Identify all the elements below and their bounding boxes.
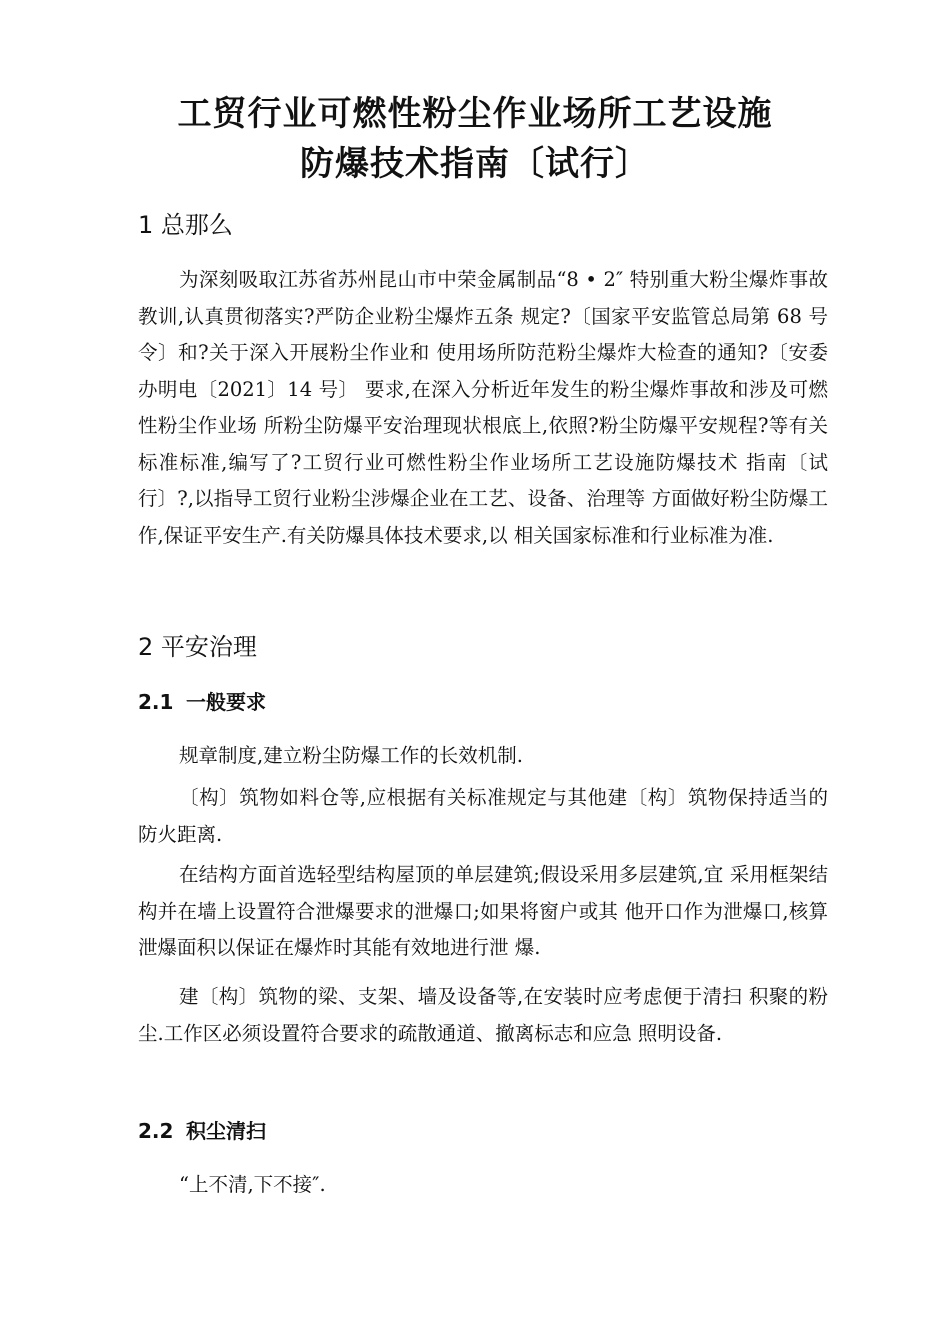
section1-paragraph: 为深刻吸取江苏省苏州昆山市中荣金属制品“8 • 2″ 特别重大粉尘爆炸事故教训,认真贯彻落实?严防企业粉尘爆炸五条 规定?〔国家平安监管总局第 68 号令〕和?关于深入开展粉尘作业和 使用场所防范粉尘爆炸大检查的通知?〔安委办明电〔2021〕14 号〕 要求,在深入分析近年发生的粉尘爆炸事故和涉及可燃性粉尘作业场 所粉尘防爆平安治理现状根底上,依照?粉尘防爆平安规程?等有关 标准标准,编写了?工贸行业可燃性粉尘作业场所工艺设施防爆技术 指南〔试行〕?,以指导工贸行业粉尘涉爆企业在工艺、设备、治理等 方面做好粉尘防爆工作,保证平安生产.有关防爆具体技术要求,以 相关国家标准和行业标准为准. [138,268,828,547]
document-title-line2: 防爆技术指南〔试行〕 [300,144,650,184]
document-title-line1: 工贸行业可燃性粉尘作业场所工艺设施 [177,94,773,134]
subsection-2-1-paragraph-4: 建〔构〕筑物的梁、支架、墙及设备等,在安装时应考虑便于清扫 积聚的粉尘.工作区必须设置符合要求的疏散通道、撤离标志和应急 照明设备. [138,985,828,1045]
section2-heading: 2 平安治理 [138,633,257,661]
subsection-2-2-title: 积尘清扫 [186,1119,266,1143]
subsection-2-1-heading [138,690,266,714]
section1-heading: 1 总那么 [138,211,233,239]
subsection-2-1-paragraph-2: 〔构〕筑物如料仓等,应根据有关标准规定与其他建〔构〕筑物保持适当的防火距离. [138,786,828,846]
subsection-2-1-title: 一般要求 [186,690,266,714]
subsection-2-1-number: 2.1 [138,690,174,714]
subsection-2-1-paragraph-1: 规章制度,建立粉尘防爆工作的长效机制. [179,744,523,767]
subsection-2-2-paragraph-1: “上不清,下不接″. [179,1173,326,1196]
subsection-2-2-number: 2.2 [138,1119,174,1143]
subsection-2-1-paragraph-3: 在结构方面首选轻型结构屋顶的单层建筑;假设采用多层建筑,宜 采用框架结构并在墙上设置符合泄爆要求的泄爆口;如果将窗户或其 他开口作为泄爆口,核算泄爆面积以保证在爆炸时其能有效地进行泄 爆. [138,863,828,959]
subsection-2-2-heading [138,1119,266,1143]
